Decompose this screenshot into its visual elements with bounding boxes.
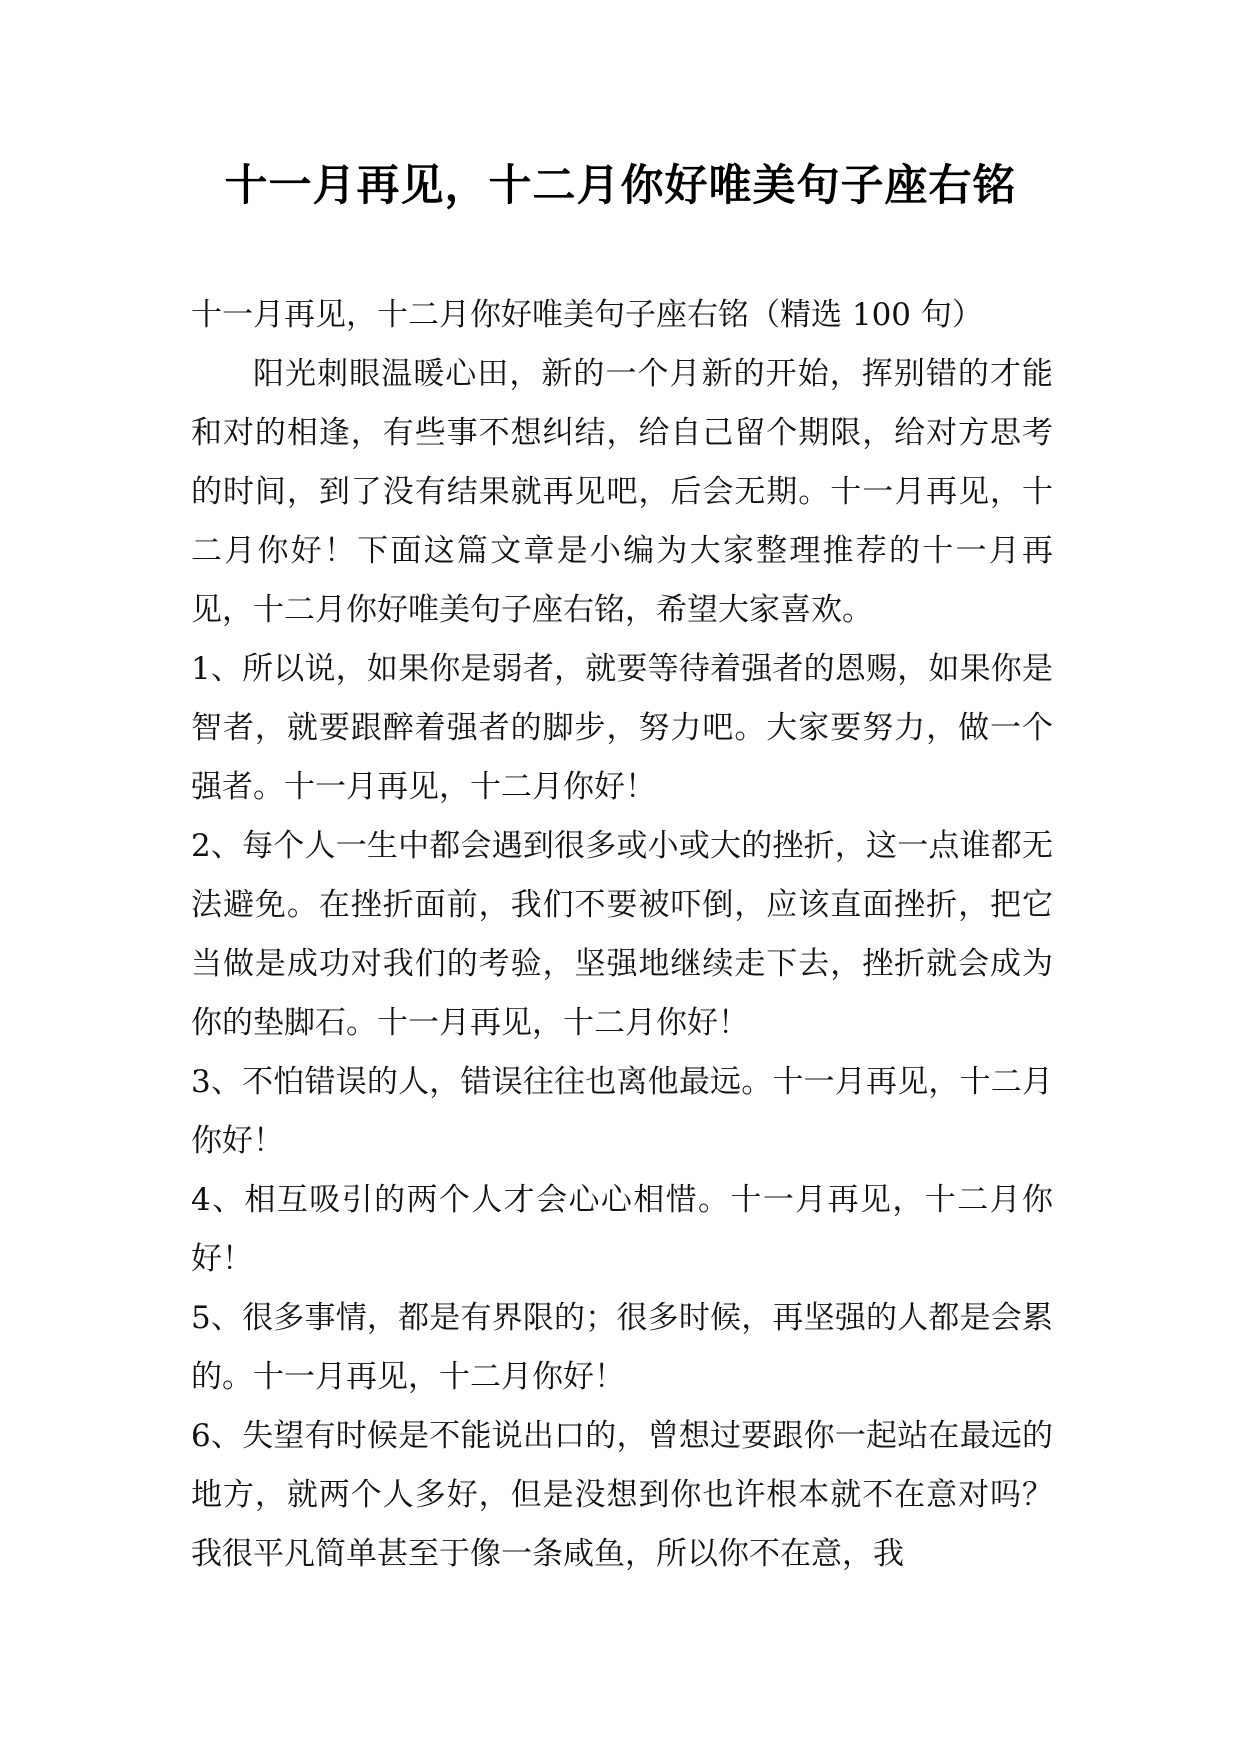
list-item: 1、所以说，如果你是弱者，就要等待着强者的恩赐，如果你是智者，就要跟醉着强者的脚步，努力吧。大家要努力，做一个强者。十一月再见，十二月你好！ (191, 651, 1053, 805)
intro-paragraph: 阳光刺眼温暖心田，新的一个月新的开始，挥别错的才能和对的相逢，有些事不想纠结，给自己留个期限，给对方思考的时间，到了没有结果就再见吧，后会无期。十一月再见，十二月你好！下面这篇文章是小编为大家整理推荐的十一月再见，十二月你好唯美句子座右铭，希望大家喜欢。 (191, 356, 1053, 628)
list-item: 6、失望有时候是不能说出口的，曾想过要跟你一起站在最远的地方，就两个人多好，但是没想到你也许根本就不在意对吗？我很平凡简单甚至于像一条咸鱼，所以你不在意，我 (191, 1418, 1053, 1572)
document-title: 十一月再见，十二月你好唯美句子座右铭 (224, 161, 1017, 211)
list-item: 5、很多事情，都是有界限的；很多时候，再坚强的人都是会累的。十一月再见，十二月你好！ (191, 1300, 1053, 1395)
list-item: 3、不怕错误的人，错误往往也离他最远。十一月再见，十二月你好！ (191, 1064, 1053, 1159)
document-body (191, 286, 1053, 1584)
document-subtitle: 十一月再见，十二月你好唯美句子座右铭（精选 100 句） (191, 297, 983, 333)
list-item: 2、每个人一生中都会遇到很多或小或大的挫折，这一点谁都无法避免。在挫折面前，我们不要被吓倒，应该直面挫折，把它当做是成功对我们的考验，坚强地继续走下去，挫折就会成为你的垫脚石。十一月再见，十二月你好！ (191, 828, 1053, 1041)
list-item: 4、相互吸引的两个人才会心心相惜。十一月再见，十二月你好！ (191, 1182, 1053, 1277)
